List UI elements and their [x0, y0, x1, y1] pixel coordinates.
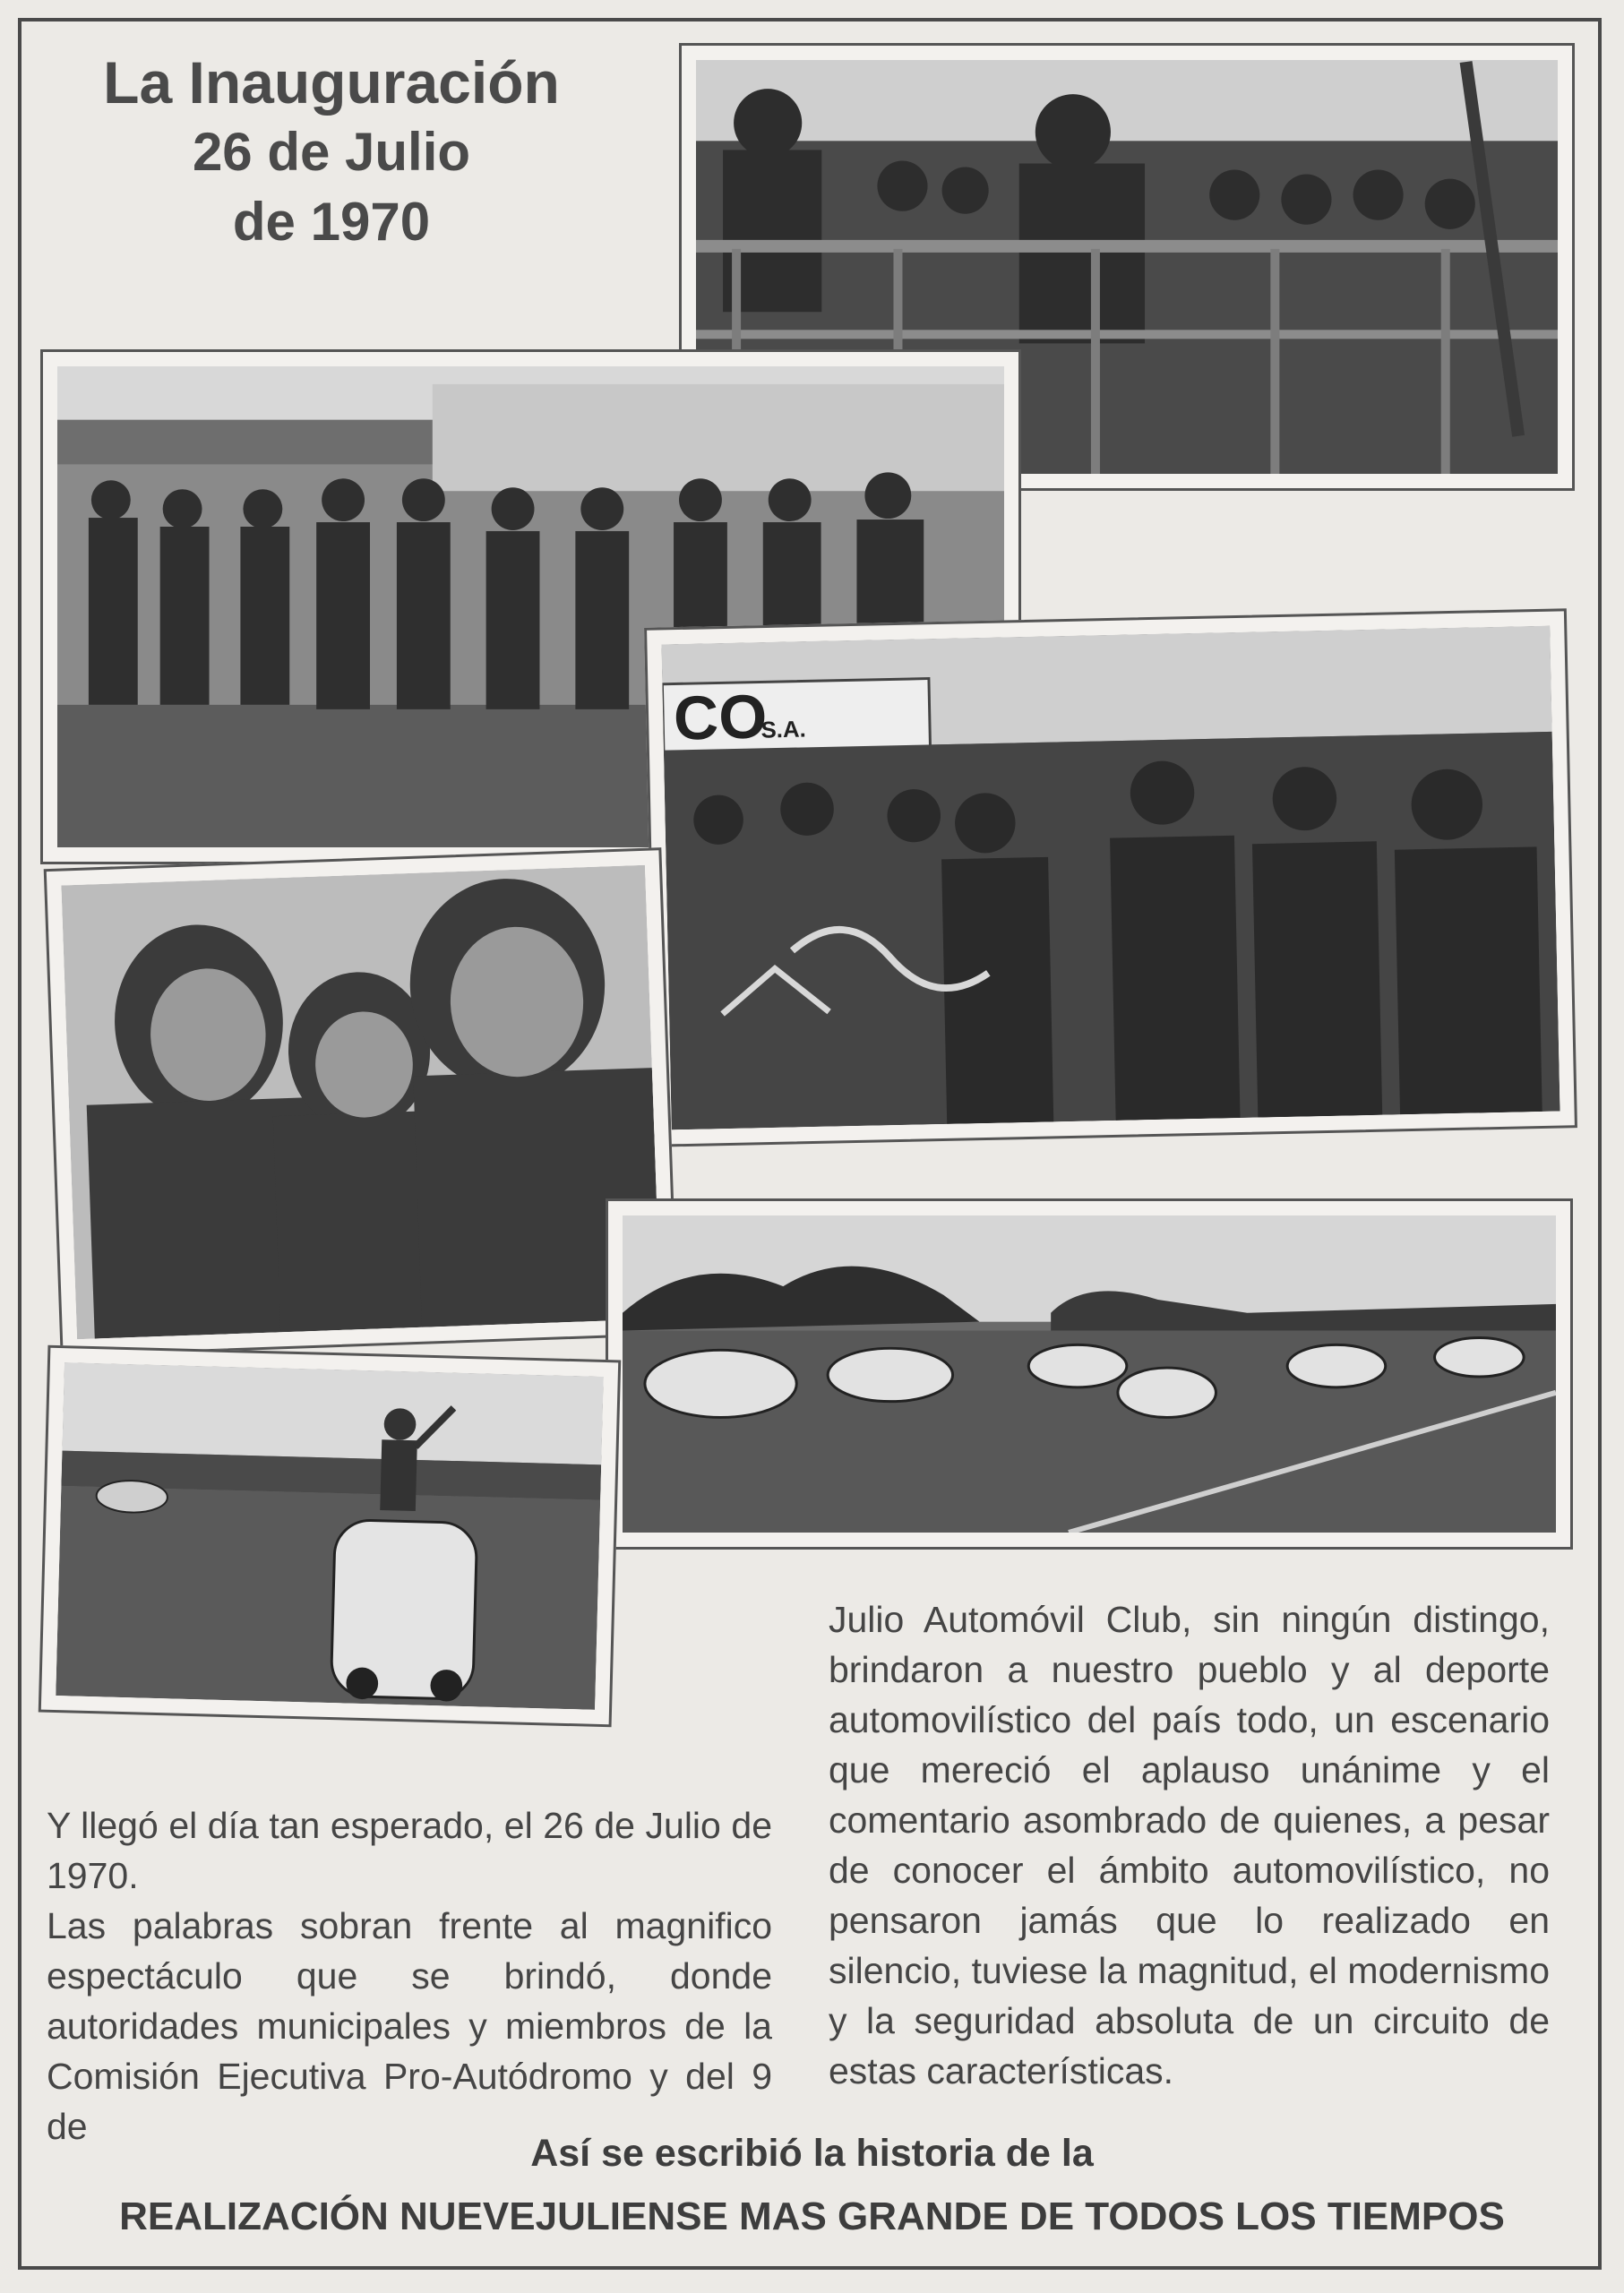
title-date-line: 26 de Julio	[192, 121, 471, 182]
photo-race-cars	[606, 1198, 1573, 1550]
footer-tagline: Así se escribió la historia de la	[530, 2132, 1094, 2175]
article-paragraph-1: Y llegó el día tan esperado, el 26 de Julio de 1970.	[47, 1805, 772, 1896]
article-paragraph-2: Las palabras sobran frente al magnifico espectáculo que se brindó, donde autoridades municipales y miembros de la Comisión Ejecutiva Pro-Autódromo y del 9 de	[47, 1905, 772, 2147]
title-year-line: de 1970	[232, 191, 431, 252]
photo-three-men	[44, 847, 679, 1357]
banner-text: CO	[673, 681, 769, 753]
page-title: La Inauguración	[103, 49, 560, 116]
photo-ribbon-cutting	[644, 608, 1577, 1146]
photo-parade-car	[39, 1345, 622, 1728]
article-paragraph-3: Julio Automóvil Club, sin ningún distingo, brindaron a nuestro pueblo y al deporte automovilístico del país todo, un escenario que mereció el aplauso unánime y el comentario asombrado de quienes, a pesar de conocer el ámbito automovilístico, no pensaron jamás que lo realizado en silencio, tuviese la magnitud, el modernismo y la seguridad absoluta de un circuito de estas características.	[829, 1599, 1550, 2091]
headline	[36, 49, 627, 257]
banner-sa-text: S.A.	[760, 717, 807, 743]
article-left-column	[47, 1800, 772, 2151]
footer-headline: REALIZACIÓN NUEVEJULIENSE MAS GRANDE DE TODOS LOS TIEMPOS	[119, 2194, 1505, 2238]
article-right-column	[829, 1594, 1550, 2096]
